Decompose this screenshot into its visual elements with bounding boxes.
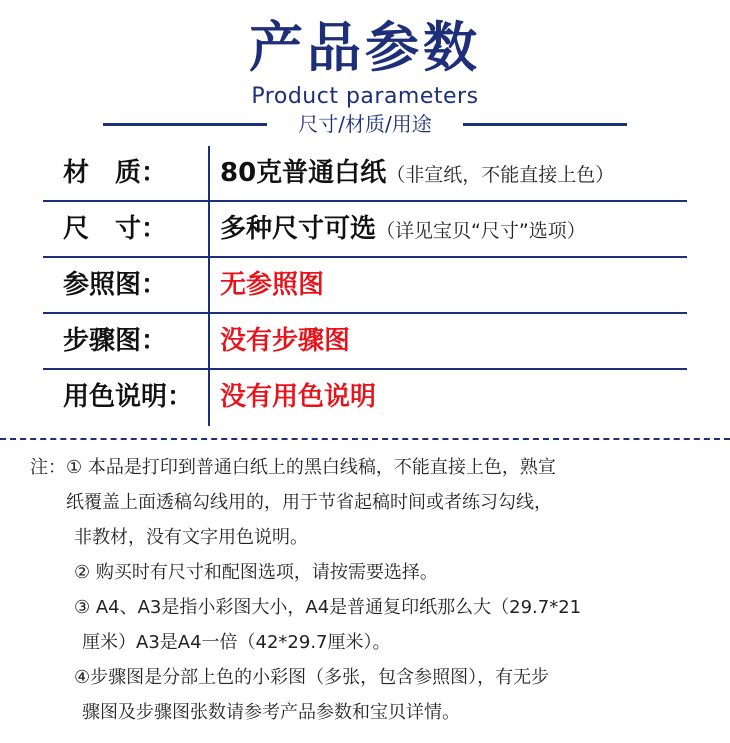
row-value-note: （详见宝贝“尺寸”选项） [376, 220, 586, 242]
note-line: 骤图及步骤图张数请参考产品参数和宝贝详情。 [82, 702, 460, 723]
table-row-material [43, 146, 687, 202]
note-line: ④步骤图是分部上色的小彩图（多张，包含参照图），有无步 [74, 667, 550, 688]
table-row-size [43, 202, 687, 258]
table-row-steps [43, 314, 687, 370]
row-value [220, 258, 324, 312]
subtitle-line-right [463, 123, 627, 126]
note-line: 厘米）A3是A4一倍（42*29.7厘米）。 [82, 632, 391, 653]
note-line: 纸覆盖上面透稿勾线用的，用于节省起稿时间或者练习勾线， [66, 492, 552, 513]
row-value [220, 314, 350, 368]
column-divider [208, 258, 210, 314]
row-value-note: （非宣纸，不能直接上色） [386, 164, 615, 186]
column-divider [208, 146, 210, 202]
note-line: ② 购买时有尺寸和配图选项，请按需要选择。 [74, 562, 438, 583]
page-subtitle-cn: 尺寸/材质/用途 [298, 112, 432, 136]
row-value [220, 202, 586, 256]
table-row-reference [43, 258, 687, 314]
row-value-main: 没有用色说明 [220, 382, 377, 412]
note-line: ③ A4、A3是指小彩图大小，A4是普通复印纸那么大（29.7*21 [74, 597, 582, 618]
row-label: 材 质： [63, 158, 168, 188]
notes-section [30, 450, 710, 730]
row-value-main: 无参照图 [220, 270, 325, 300]
row-label: 参照图： [63, 270, 168, 300]
column-divider [208, 370, 210, 426]
row-value-main: 没有步骤图 [220, 326, 351, 356]
subtitle-row [103, 111, 627, 137]
note-line: 非教材，没有文字用色说明。 [74, 527, 308, 548]
column-divider [208, 314, 210, 370]
row-value-main: 多种尺寸可选 [220, 214, 377, 244]
column-divider [208, 202, 210, 258]
page-title: 产品参数 [249, 16, 481, 79]
note-line: 注：① 本品是打印到普通白纸上的黑白线稿，不能直接上色，熟宣 [30, 457, 556, 478]
row-value [220, 146, 614, 200]
row-value [220, 370, 376, 424]
row-label: 步骤图： [63, 326, 168, 356]
parameters-table [43, 146, 687, 426]
table-row-color-guide [43, 370, 687, 426]
row-value-main: 80克普通白纸 [220, 158, 387, 188]
row-label: 尺 寸： [63, 214, 168, 244]
row-label: 用色说明： [63, 382, 194, 412]
page-subtitle-en: Product parameters [251, 84, 479, 109]
dashed-separator [0, 438, 730, 440]
